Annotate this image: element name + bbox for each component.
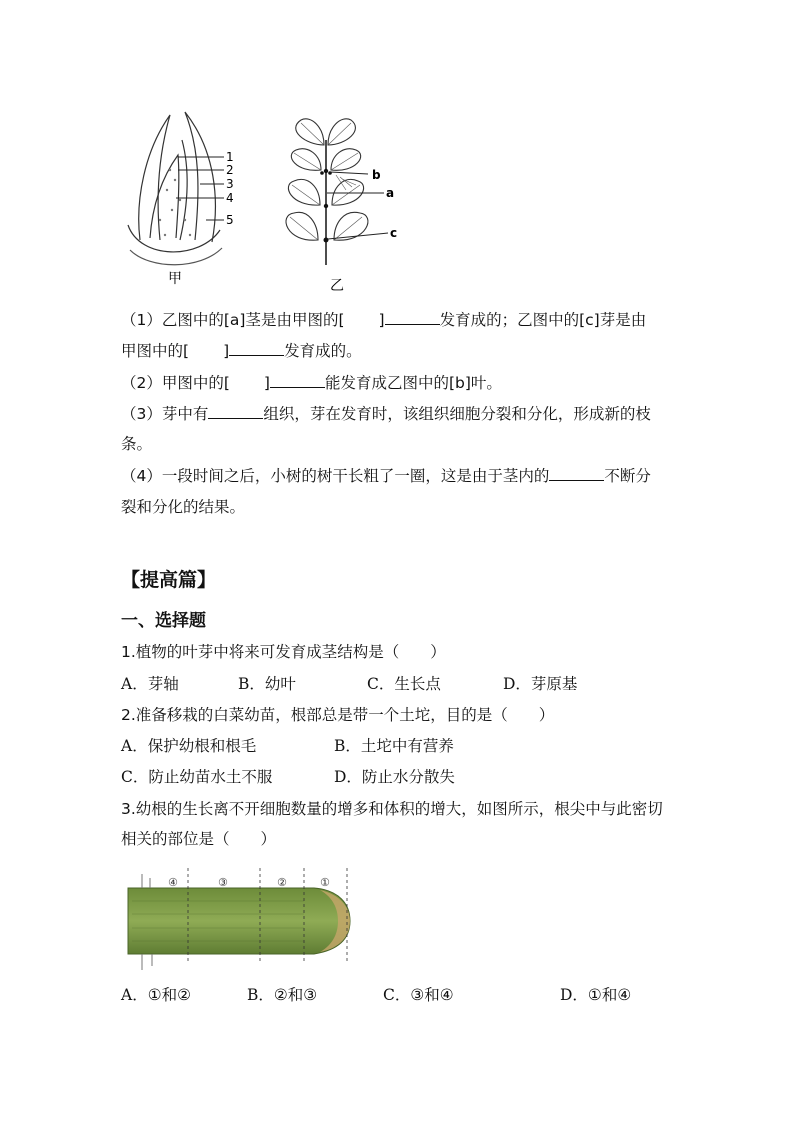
section-title: 【提高篇】	[121, 569, 217, 591]
yi-label-b: b	[372, 168, 381, 182]
q2-line: （2）甲图中的[ ] 能发育成乙图中的[b]叶。	[121, 374, 502, 392]
mc-q1-stem: 1.植物的叶芽中将来可发育成茎结构是（ ）	[121, 643, 446, 661]
mc-q3-option-c[interactable]: C．③和④	[383, 986, 454, 1004]
root-zone-4: ④	[168, 876, 178, 889]
q3-line-1: （3）芽中有 组织，芽在发育时，该组织细胞分裂和分化，形成新的枝	[121, 405, 651, 423]
mc-q1-option-a[interactable]: A．芽轴	[121, 675, 179, 693]
yi-label-c: c	[390, 226, 398, 240]
jia-label-4: 4	[226, 191, 234, 205]
mc-q2-option-d[interactable]: D．防止水分散失	[334, 768, 455, 786]
figure-yi-branch	[276, 115, 416, 295]
jia-caption: 甲	[168, 271, 182, 287]
mc-q3-option-a[interactable]: A．①和②	[121, 986, 191, 1004]
jia-label-2: 2	[226, 163, 234, 177]
jia-label-5: 5	[226, 213, 234, 227]
jia-label-1: 1	[226, 150, 234, 164]
yi-label-a: a	[386, 186, 395, 200]
q4-line-1: （4）一段时间之后，小树的树干长粗了一圈，这是由于茎内的 不断分	[121, 467, 651, 485]
q1-line-2: 甲图中的[ ] 发育成的。	[121, 342, 362, 360]
mc-q2-option-b[interactable]: B．土坨中有营养	[334, 737, 454, 755]
answer-blank[interactable]	[229, 341, 284, 356]
figure-jia-bud-section	[120, 110, 250, 290]
mc-q3-stem-line-1: 3.幼根的生长离不开细胞数量的增多和体积的增大，如图所示，根尖中与此密切	[121, 800, 663, 818]
mc-q2-stem: 2.准备移栽的白菜幼苗，根部总是带一个土坨，目的是（ ）	[121, 706, 555, 724]
figure-root-tip	[124, 866, 356, 978]
answer-blank[interactable]	[549, 466, 604, 481]
mc-q1-option-b[interactable]: B．幼叶	[238, 675, 296, 693]
root-zone-3: ③	[218, 876, 228, 889]
root-zone-1: ①	[320, 876, 330, 889]
answer-blank[interactable]	[385, 310, 440, 325]
mc-q1-option-d[interactable]: D．芽原基	[503, 675, 578, 693]
mc-q3-stem-line-2: 相关的部位是（ ）	[121, 830, 277, 848]
jia-label-3: 3	[226, 177, 234, 191]
mc-q2-option-a[interactable]: A．保护幼根和根毛	[121, 737, 257, 755]
mc-q2-option-c[interactable]: C．防止幼苗水土不服	[121, 768, 273, 786]
q4-line-2: 裂和分化的结果。	[121, 498, 246, 516]
root-zone-2: ②	[277, 876, 287, 889]
yi-caption: 乙	[330, 278, 344, 294]
subsection-title: 一、选择题	[121, 611, 206, 631]
answer-blank[interactable]	[270, 373, 325, 388]
mc-q1-option-c[interactable]: C．生长点	[367, 675, 441, 693]
q1-line-1: （1）乙图中的[a]茎是由甲图的[ ] 发育成的；乙图中的[c]芽是由	[121, 311, 647, 329]
mc-q3-option-d[interactable]: D．①和④	[560, 986, 632, 1004]
q3-line-2: 条。	[121, 435, 153, 453]
answer-blank[interactable]	[208, 404, 263, 419]
mc-q3-option-b[interactable]: B．②和③	[247, 986, 318, 1004]
